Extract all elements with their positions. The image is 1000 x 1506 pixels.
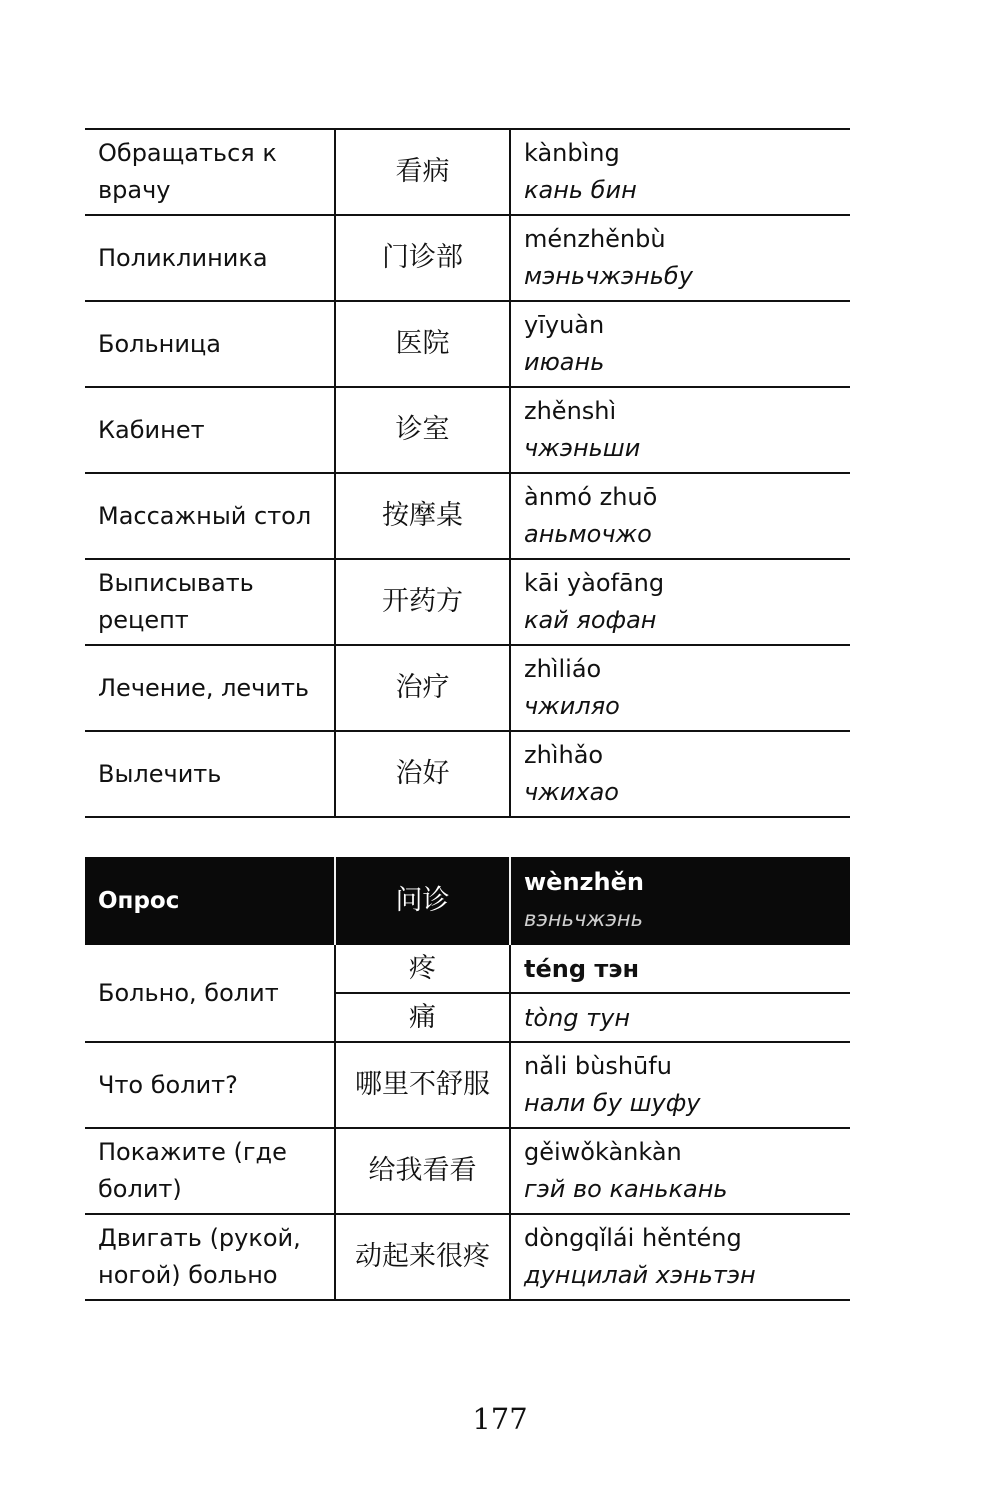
- russian-term: Покажите (где болит): [85, 1128, 335, 1214]
- chinese-term: 诊室: [335, 387, 510, 473]
- russian-term: Поликлиника: [85, 215, 335, 301]
- chinese-term: 痛: [335, 993, 510, 1042]
- russian-term: Что болит?: [85, 1042, 335, 1128]
- table-row: [85, 1042, 850, 1128]
- pinyin-text: kāi yàofāng: [524, 569, 665, 597]
- russian-transcription: мэньчжэньбу: [524, 262, 693, 290]
- russian-transcription: июань: [524, 348, 605, 376]
- vocabulary-table-medical: [85, 128, 850, 818]
- pronunciation-cell: [510, 731, 850, 817]
- russian-transcription: вэньчжэнь: [524, 907, 643, 931]
- table-row: [85, 559, 850, 645]
- table-row: [85, 129, 850, 215]
- pronunciation-cell: téng тэн: [510, 945, 850, 993]
- chinese-term: 医院: [335, 301, 510, 387]
- russian-term: Выписывать рецепт: [85, 559, 335, 645]
- pronunciation-cell: [510, 645, 850, 731]
- table-row: [85, 1214, 850, 1300]
- pinyin-text: gěiwǒkànkàn: [524, 1138, 682, 1166]
- table-row: [85, 1128, 850, 1214]
- chinese-term: 给我看看: [335, 1128, 510, 1214]
- pronunciation-cell: [510, 387, 850, 473]
- pronunciation-cell: [510, 215, 850, 301]
- russian-transcription: аньмочжо: [524, 520, 652, 548]
- pinyin-text: ànmó zhuō: [524, 483, 658, 511]
- russian-transcription: кань бин: [524, 176, 637, 204]
- chinese-term: 按摩桌: [335, 473, 510, 559]
- pinyin-text: kànbìng: [524, 139, 620, 167]
- chinese-term: 动起来很疼: [335, 1214, 510, 1300]
- chinese-term: 治疗: [335, 645, 510, 731]
- section-title-chinese: 问诊: [335, 857, 510, 945]
- pinyin-text: yīyuàn: [524, 311, 605, 339]
- pronunciation-cell: [510, 1042, 850, 1128]
- russian-transcription: чжэньши: [524, 434, 641, 462]
- chinese-term: 疼: [335, 945, 510, 993]
- table-row: [85, 215, 850, 301]
- pinyin-text: zhěnshì: [524, 397, 617, 425]
- page-number: 177: [472, 1402, 528, 1436]
- pinyin-text: dòngqǐlái hěnténg: [524, 1224, 742, 1252]
- russian-term: Больница: [85, 301, 335, 387]
- pinyin-text: nǎli bùshūfu: [524, 1052, 672, 1080]
- pinyin-text: zhìliáo: [524, 655, 602, 683]
- pinyin-text: zhìhǎo: [524, 741, 604, 769]
- pronunciation-cell: [510, 1128, 850, 1214]
- table-row: [85, 301, 850, 387]
- russian-transcription: дунцилай хэньтэн: [524, 1261, 756, 1289]
- section-title-russian: Опрос: [85, 857, 335, 945]
- russian-term: Двигать (рукой, ногой) больно: [85, 1214, 335, 1300]
- vocabulary-table-interview: [85, 857, 850, 1301]
- russian-term: Больно, болит: [85, 945, 335, 1042]
- russian-term: Кабинет: [85, 387, 335, 473]
- pronunciation-cell: tòng тун: [510, 993, 850, 1042]
- chinese-term: 门诊部: [335, 215, 510, 301]
- russian-transcription: нали бу шуфу: [524, 1089, 701, 1117]
- table-row: [85, 473, 850, 559]
- russian-term: Вылечить: [85, 731, 335, 817]
- section-header-row: [85, 857, 850, 945]
- chinese-term: 看病: [335, 129, 510, 215]
- chinese-term: 哪里不舒服: [335, 1042, 510, 1128]
- russian-term: Массажный стол: [85, 473, 335, 559]
- chinese-term: 开药方: [335, 559, 510, 645]
- russian-term: Обращаться к врачу: [85, 129, 335, 215]
- russian-transcription: кай яофан: [524, 606, 657, 634]
- chinese-term: 治好: [335, 731, 510, 817]
- table-row: [85, 731, 850, 817]
- section-title-pronunciation: [510, 857, 850, 945]
- pinyin-text: wènzhěn: [524, 868, 644, 896]
- table-row: [85, 945, 850, 993]
- russian-term: Лечение, лечить: [85, 645, 335, 731]
- pinyin-text: ménzhěnbù: [524, 225, 666, 253]
- pronunciation-cell: [510, 129, 850, 215]
- pronunciation-cell: [510, 559, 850, 645]
- russian-transcription: чжихао: [524, 778, 619, 806]
- russian-transcription: гэй во канькань: [524, 1175, 728, 1203]
- russian-transcription: чжиляо: [524, 692, 620, 720]
- table-row: [85, 645, 850, 731]
- pronunciation-cell: [510, 301, 850, 387]
- pronunciation-cell: [510, 473, 850, 559]
- table-row: [85, 387, 850, 473]
- pronunciation-cell: [510, 1214, 850, 1300]
